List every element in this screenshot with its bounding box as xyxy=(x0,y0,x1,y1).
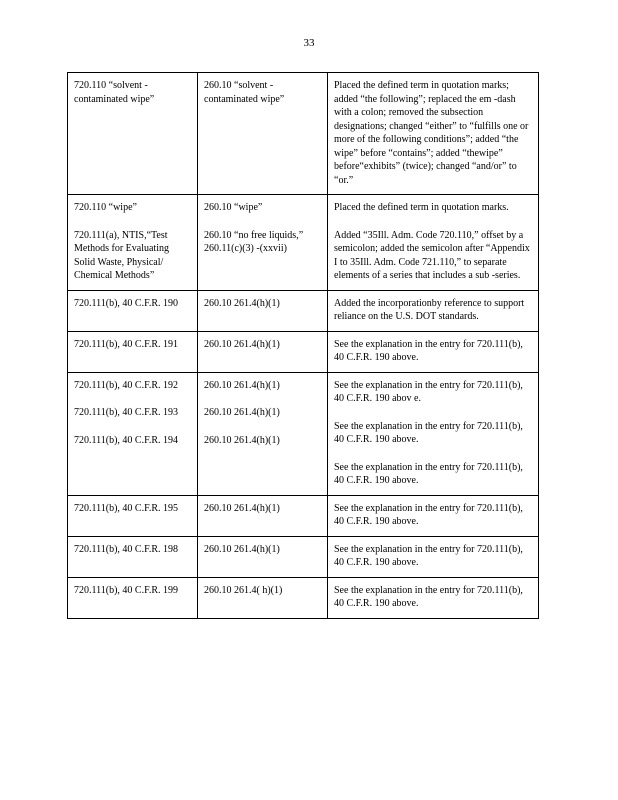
source-text: 720.111(b), 40 C.F.R. 193 xyxy=(74,407,179,418)
explanation-cell xyxy=(328,73,539,195)
federal-source-cell xyxy=(198,290,328,331)
source-section-cell xyxy=(68,290,198,331)
federal-source-cell xyxy=(198,73,328,195)
target-text: 260.10 261.4( h)(1) xyxy=(204,584,283,596)
federal-source-cell xyxy=(198,372,328,495)
source-section-cell xyxy=(68,195,198,291)
table-row xyxy=(68,536,539,577)
table-row xyxy=(68,372,539,495)
table-row xyxy=(68,331,539,372)
explanation-cell xyxy=(328,372,539,495)
source-section-cell xyxy=(68,495,198,536)
target-text: 260.10 261.4(h)(1) xyxy=(204,379,280,391)
table-row xyxy=(68,577,539,618)
explanation-cell xyxy=(328,495,539,536)
source-section-cell xyxy=(68,372,198,495)
source-text: 720.110 “solvent -contaminated wipe” xyxy=(74,80,155,105)
explanation-text: See the explanation in the entry for 720.111(b), 40 C.F.R. 190 above. xyxy=(334,420,523,445)
federal-source-cell xyxy=(198,195,328,291)
explanation-text: See the explanation in the entry for 720.111(b), 40 C.F.R. 190 above. xyxy=(334,543,523,568)
target-text: 260.10 261.4(h)(1) xyxy=(204,502,280,514)
federal-source-cell xyxy=(198,331,328,372)
explanation-text: See the explanation in the entry for 720.111(b), 40 C.F.R. 190 above. xyxy=(334,461,523,486)
explanation-cell xyxy=(328,536,539,577)
explanation-text: Placed the defined term in quotation marks; added “the following”; replaced the em -dash with a colon; removed the subsection designations; changed “either” to “fulfills one or more of the following conditions”; added “the wipe” before “contains”; added “thewipe” before“exhibits” (twice); changed “and/or” to “or.” xyxy=(334,80,529,186)
table-row xyxy=(68,73,539,195)
explanation-text: Added the incorporationby reference to support reliance on the U.S. DOT standards. xyxy=(334,297,525,322)
explanation-text: See the explanation in the entry for 720.111(b), 40 C.F.R. 190 above. xyxy=(334,502,523,527)
federal-source-cell xyxy=(198,577,328,618)
source-text: 720.111(b), 40 C.F.R. 199 xyxy=(74,584,179,596)
source-text: 720.111(b), 40 C.F.R. 190 xyxy=(74,297,179,309)
federal-source-cell xyxy=(198,495,328,536)
source-text: 720.110 “wipe” xyxy=(74,202,137,213)
source-section-cell xyxy=(68,331,198,372)
derivation-table xyxy=(67,72,539,619)
table-body xyxy=(68,73,539,619)
source-text: 720.111(b), 40 C.F.R. 195 xyxy=(74,502,179,514)
target-text: 260.10 “no free liquids,” 260.11(c)(3) -(xxvii) xyxy=(204,229,304,254)
table-row xyxy=(68,195,539,291)
target-text: 260.10 “wipe” xyxy=(204,202,263,213)
source-text: 720.111(b), 40 C.F.R. 194 xyxy=(74,434,179,446)
target-text: 260.10 261.4(h)(1) xyxy=(204,434,280,446)
target-text: 260.10 261.4(h)(1) xyxy=(204,543,280,555)
explanation-cell xyxy=(328,577,539,618)
explanation-text: See the explanation in the entry for 720.111(b), 40 C.F.R. 190 above. xyxy=(334,338,523,363)
source-section-cell xyxy=(68,73,198,195)
explanation-text: Placed the defined term in quotation marks. xyxy=(334,202,509,213)
explanation-text: See the explanation in the entry for 720.111(b), 40 C.F.R. 190 above. xyxy=(334,584,523,609)
explanation-cell xyxy=(328,290,539,331)
explanation-cell xyxy=(328,195,539,291)
source-section-cell xyxy=(68,577,198,618)
target-text: 260.10 261.4(h)(1) xyxy=(204,407,280,418)
explanation-text: Added “35Ill. Adm. Code 720.110,” offset by a semicolon; added the semicolon after “Appendix I to 35Ill. Adm. Code 721.110,” to separate elements of a series that includes a sub -series. xyxy=(334,229,530,281)
source-text: 720.111(b), 40 C.F.R. 192 xyxy=(74,379,179,391)
source-text: 720.111(a), NTIS,“Test Methods for Evaluating Solid Waste, Physical/ Chemical Methods” xyxy=(74,229,169,281)
federal-source-cell xyxy=(198,536,328,577)
target-text: 260.10 261.4(h)(1) xyxy=(204,297,280,309)
source-section-cell xyxy=(68,536,198,577)
source-text: 720.111(b), 40 C.F.R. 191 xyxy=(74,338,179,350)
explanation-text: See the explanation in the entry for 720.111(b), 40 C.F.R. 190 abov e. xyxy=(334,379,523,404)
target-text: 260.10 “solvent -contaminated wipe” xyxy=(204,80,285,105)
table-row xyxy=(68,290,539,331)
source-text: 720.111(b), 40 C.F.R. 198 xyxy=(74,543,179,555)
explanation-cell xyxy=(328,331,539,372)
table-row xyxy=(68,495,539,536)
page-number: 33 xyxy=(303,37,315,49)
target-text: 260.10 261.4(h)(1) xyxy=(204,338,280,350)
